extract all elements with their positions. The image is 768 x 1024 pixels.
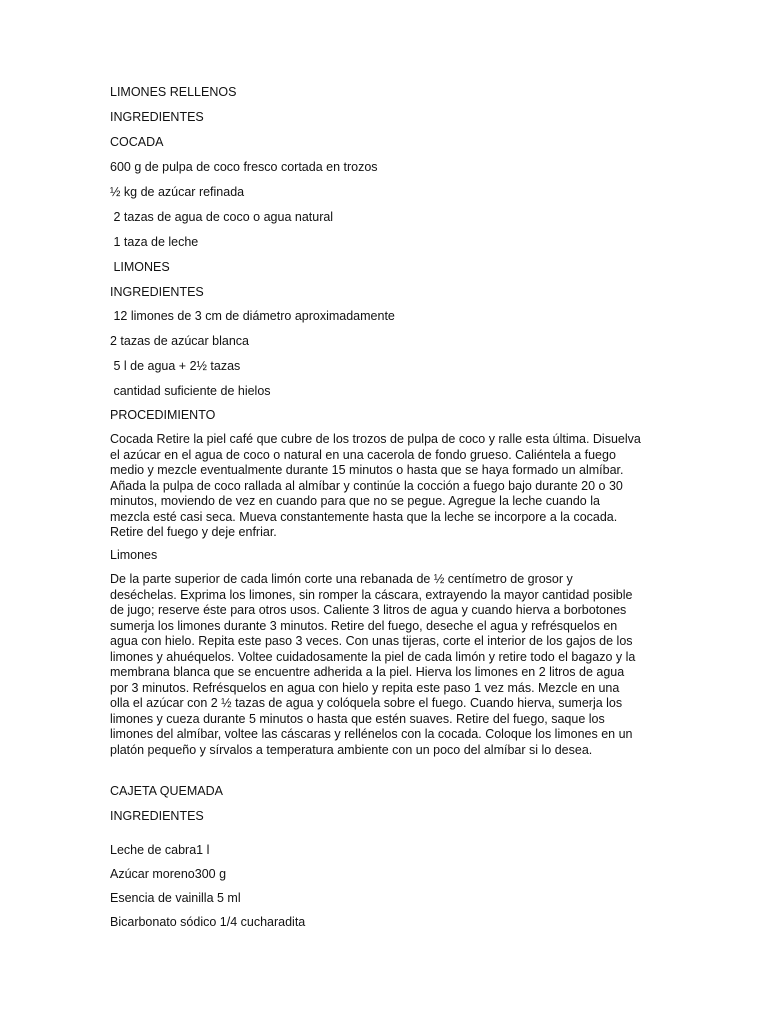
ingredient-line: 600 g de pulpa de coco fresco cortada en trozos — [110, 160, 378, 174]
ingredient-line: Bicarbonato sódico 1/4 cucharadita — [110, 915, 306, 929]
ingredient-line: 12 limones de 3 cm de diámetro aproximadamente — [110, 309, 395, 323]
limones-procedure-heading: Limones — [110, 548, 158, 562]
cocada-subheading: COCADA — [110, 135, 164, 149]
ingredient-line: 2 tazas de agua de coco o agua natural — [110, 210, 334, 224]
ingredient-line: ½ kg de azúcar refinada — [110, 185, 245, 199]
ingredient-line: Azúcar moreno300 g — [110, 867, 227, 881]
ingredient-line: cantidad suficiente de hielos — [110, 384, 271, 398]
ingredient-line: 2 tazas de azúcar blanca — [110, 334, 249, 348]
ingredient-line: Leche de cabra1 l — [110, 843, 210, 857]
ingredients-heading: INGREDIENTES — [110, 110, 204, 124]
ingredients-heading-2: INGREDIENTES — [110, 285, 204, 299]
cocada-procedure-paragraph: Cocada Retire la piel café que cubre de los trozos de pulpa de coco y ralle esta última. Disuelva el azúcar en el agua de coco o natural en una cacerola de fondo grueso. Caliéntela a fuego medio y mezcle eventualmente durante 15 minutos o hasta que se haya formado un almíbar. Añada la pulpa de coco rallada al almíbar y continúe la cocción a fuego bajo durante 20 o 30 minutos, moviendo de vez en cuando para que no se pegue. Agregue la leche cuando la mezcla esté casi seca. Mueva constantemente hasta que la leche se incorpore a la cocada. Retire del fuego y deje enfriar. — [110, 432, 641, 539]
limones-procedure-paragraph: De la parte superior de cada limón corte una rebanada de ½ centímetro de grosor y deséchelas. Exprima los limones, sin romper la cáscara, extrayendo la mayor cantidad posible de jugo; reserve éste para otros usos. Caliente 3 litros de agua y cuando hierva a borbotones sumerja los limones durante 3 minutos. Retire del fuego, deseche el agua y refrésquelos en agua con hielo. Repita este paso 3 veces. Con unas tijeras, corte el interior de los gajos de los limones y ahuéquelos. Voltee cuidadosamente la piel de cada limón y retire todo el bagazo y la membrana blanca que se encuentre adherida a la piel. Hierva los limones en 2 litros de agua por 3 minutos. Refrésquelos en agua con hielo y repita este paso 1 vez más. Mezcle en una olla el azúcar con 2 ½ tazas de agua y colóquela sobre el fuego. Cuando hierva, sumerja los limones y cueza durante 5 minutos o hasta que estén suaves. Retire del fuego, saque los limones del almíbar, voltee las cáscaras y rellénelos con la cocada. Coloque los limones en un platón pequeño y sírvalos a temperatura ambiente con un poco del almíbar si lo desea. — [110, 572, 636, 757]
procedure-heading: PROCEDIMIENTO — [110, 408, 216, 422]
ingredient-line: 1 taza de leche — [110, 235, 199, 249]
cajeta-title: CAJETA QUEMADA — [110, 784, 223, 798]
limones-subheading: LIMONES — [110, 260, 170, 274]
ingredient-line: Esencia de vainilla 5 ml — [110, 891, 241, 905]
cajeta-ingredients-heading: INGREDIENTES — [110, 809, 204, 823]
ingredient-line: 5 l de agua + 2½ tazas — [110, 359, 241, 373]
recipe-title: LIMONES RELLENOS — [110, 85, 237, 99]
